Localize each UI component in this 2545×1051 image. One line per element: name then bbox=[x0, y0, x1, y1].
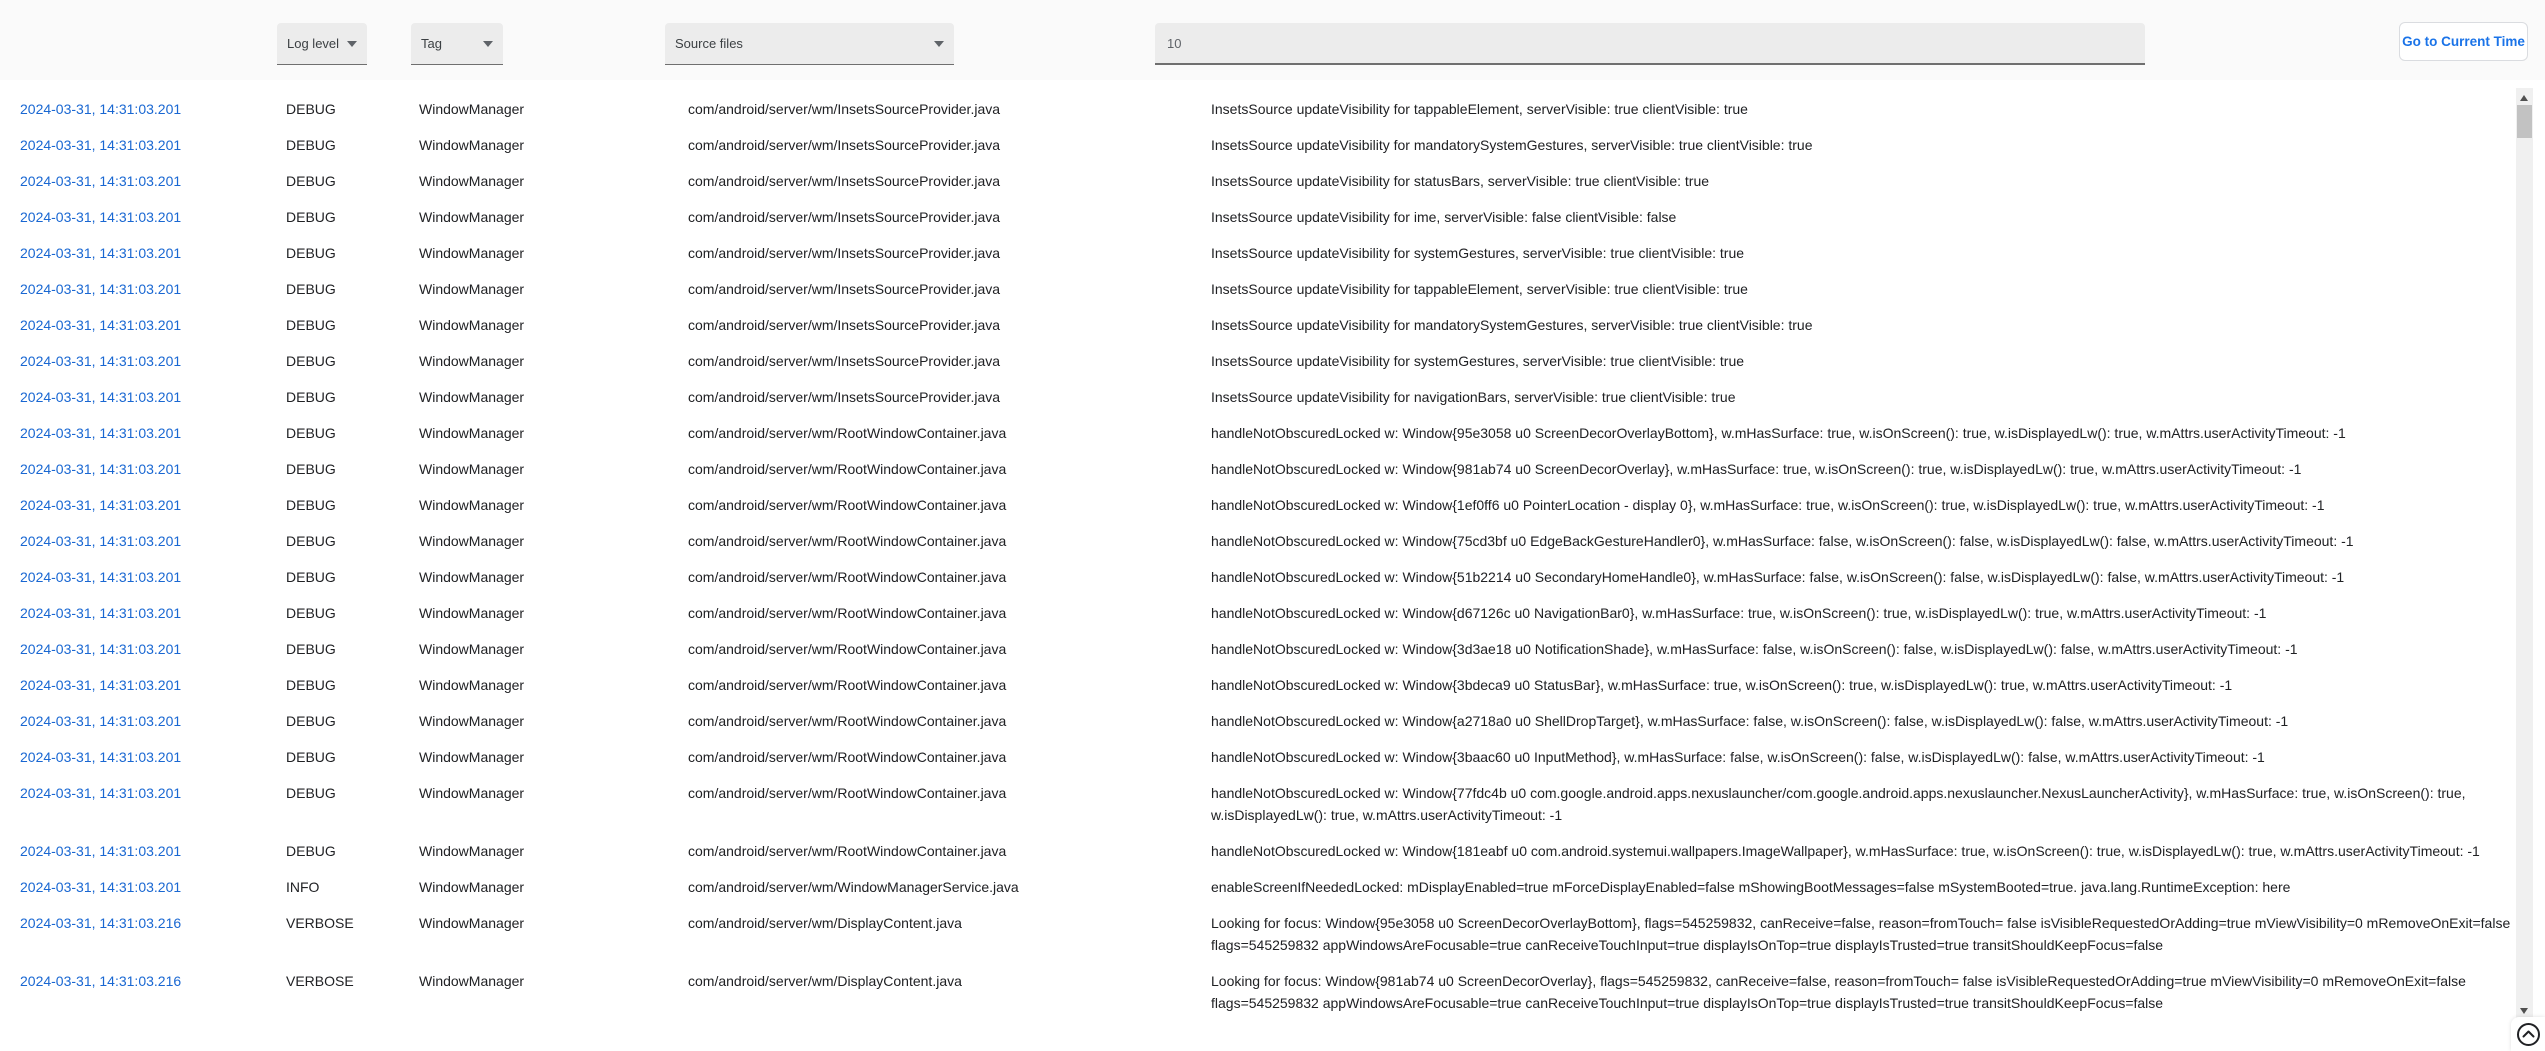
log-source-file-cell: com/android/server/wm/RootWindowContainer.java bbox=[688, 569, 1007, 585]
log-timestamp-link[interactable]: 2024-03-31, 14:31:03.201 bbox=[20, 879, 182, 895]
log-tag-cell: WindowManager bbox=[419, 569, 525, 585]
log-tag-cell: WindowManager bbox=[419, 461, 525, 477]
log-row[interactable] bbox=[0, 869, 2529, 905]
log-source-file-cell: com/android/server/wm/DisplayContent.java bbox=[688, 915, 962, 931]
log-source-file-cell: com/android/server/wm/InsetsSourceProvider.java bbox=[688, 281, 1001, 297]
log-message-cell: InsetsSource updateVisibility for navigationBars, serverVisible: true clientVisible: true bbox=[1211, 389, 1736, 405]
log-message-cell: handleNotObscuredLocked w: Window{3baac60 u0 InputMethod}, w.mHasSurface: false, w.isOnScreen(): false, w.isDisplayedLw(): false, w.mAttrs.userActivityTimeout: -1 bbox=[1211, 749, 2265, 765]
log-tag-cell: WindowManager bbox=[419, 713, 525, 729]
log-source-file-cell: com/android/server/wm/InsetsSourceProvider.java bbox=[688, 317, 1001, 333]
log-source-file-cell: com/android/server/wm/InsetsSourceProvider.java bbox=[688, 173, 1001, 189]
log-tag-cell: WindowManager bbox=[419, 353, 525, 369]
log-message-cell: InsetsSource updateVisibility for tappableElement, serverVisible: true clientVisible: true bbox=[1211, 101, 1748, 117]
log-message-cell: handleNotObscuredLocked w: Window{a2718a0 u0 ShellDropTarget}, w.mHasSurface: false, w.isOnScreen(): false, w.isDisplayedLw(): false, w.mAttrs.userActivityTimeout: -1 bbox=[1211, 713, 2289, 729]
log-message-cell: InsetsSource updateVisibility for systemGestures, serverVisible: true clientVisible: true bbox=[1211, 353, 1745, 369]
log-timestamp-link[interactable]: 2024-03-31, 14:31:03.201 bbox=[20, 317, 182, 333]
chevron-down-icon bbox=[347, 41, 357, 47]
scrollbar-up-icon[interactable] bbox=[2520, 95, 2528, 101]
log-message-cell: handleNotObscuredLocked w: Window{75cd3bf u0 EdgeBackGestureHandler0}, w.mHasSurface: false, w.isOnScreen(): false, w.isDisplayedLw(): false, w.mAttrs.userActivityTimeout: -1 bbox=[1211, 533, 2354, 549]
log-message-cell: handleNotObscuredLocked w: Window{181eabf u0 com.android.systemui.wallpapers.ImageWallpaper}, w.mHasSurface: true, w.isOnScreen(): true, w.isDisplayedLw(): true, w.mAttrs.userActivityTimeout: -1 bbox=[1211, 843, 2480, 859]
log-level-cell: DEBUG bbox=[286, 425, 336, 441]
log-row[interactable] bbox=[0, 559, 2529, 595]
log-tag-cell: WindowManager bbox=[419, 245, 525, 261]
scroll-to-top-button[interactable] bbox=[2511, 1017, 2545, 1051]
log-row[interactable] bbox=[0, 667, 2529, 703]
log-message-cell: InsetsSource updateVisibility for ime, serverVisible: false clientVisible: false bbox=[1211, 209, 1677, 225]
log-source-file-cell: com/android/server/wm/RootWindowContainer.java bbox=[688, 785, 1007, 801]
log-level-cell: DEBUG bbox=[286, 281, 336, 297]
log-row[interactable] bbox=[0, 199, 2529, 235]
filters-toolbar bbox=[0, 0, 2545, 80]
log-tag-cell: WindowManager bbox=[419, 173, 525, 189]
log-message-cell: handleNotObscuredLocked w: Window{3d3ae18 u0 NotificationShade}, w.mHasSurface: false, w.isOnScreen(): false, w.isDisplayedLw(): false, w.mAttrs.userActivityTimeout: -1 bbox=[1211, 641, 2298, 657]
log-level-cell: DEBUG bbox=[286, 245, 336, 261]
log-tag-cell: WindowManager bbox=[419, 785, 525, 801]
log-timestamp-link[interactable]: 2024-03-31, 14:31:03.201 bbox=[20, 843, 182, 859]
log-timestamp-link[interactable]: 2024-03-31, 14:31:03.201 bbox=[20, 137, 182, 153]
log-level-cell: DEBUG bbox=[286, 785, 336, 801]
log-tag-cell: WindowManager bbox=[419, 497, 525, 513]
log-message-cell: InsetsSource updateVisibility for tappableElement, serverVisible: true clientVisible: true bbox=[1211, 281, 1748, 297]
log-level-cell: INFO bbox=[286, 879, 320, 895]
log-tag-cell: WindowManager bbox=[419, 425, 525, 441]
log-level-cell: DEBUG bbox=[286, 137, 336, 153]
log-level-cell: DEBUG bbox=[286, 353, 336, 369]
log-row[interactable] bbox=[0, 307, 2529, 343]
log-timestamp-link[interactable]: 2024-03-31, 14:31:03.201 bbox=[20, 461, 182, 477]
log-tag-cell: WindowManager bbox=[419, 533, 525, 549]
log-row[interactable] bbox=[0, 739, 2529, 775]
go-to-current-time-button[interactable]: Go to Current Time bbox=[2399, 22, 2528, 61]
log-level-cell: DEBUG bbox=[286, 843, 336, 859]
log-row[interactable] bbox=[0, 905, 2529, 963]
log-level-cell: DEBUG bbox=[286, 173, 336, 189]
log-row[interactable] bbox=[0, 271, 2529, 307]
log-source-file-cell: com/android/server/wm/RootWindowContainer.java bbox=[688, 605, 1007, 621]
source-files-select[interactable] bbox=[665, 23, 954, 65]
log-message-cell: Looking for focus: Window{95e3058 u0 ScreenDecorOverlayBottom}, flags=545259832, canReceive=false, reason=fromTouch= false isVisibleRequestedOrAdding=true mViewVisibility=0 mRemoveOnExit=false flags=545259832 appWindowsAreFocusable=true canReceiveTouchInput=true displayIsOnTop=true displayIsTrusted=true transitShouldKeepFocus=false bbox=[1211, 915, 2511, 953]
tag-select-label: Tag bbox=[421, 36, 442, 51]
log-level-cell: DEBUG bbox=[286, 713, 336, 729]
log-row[interactable] bbox=[0, 487, 2529, 523]
log-timestamp-link[interactable]: 2024-03-31, 14:31:03.201 bbox=[20, 389, 182, 405]
log-level-cell: DEBUG bbox=[286, 317, 336, 333]
log-timestamp-link[interactable]: 2024-03-31, 14:31:03.201 bbox=[20, 353, 182, 369]
log-level-cell: DEBUG bbox=[286, 677, 336, 693]
log-timestamp-link[interactable]: 2024-03-31, 14:31:03.201 bbox=[20, 281, 182, 297]
log-row[interactable] bbox=[0, 415, 2529, 451]
log-tag-cell: WindowManager bbox=[419, 641, 525, 657]
log-tag-cell: WindowManager bbox=[419, 973, 525, 989]
log-source-file-cell: com/android/server/wm/RootWindowContainer.java bbox=[688, 843, 1007, 859]
log-source-file-cell: com/android/server/wm/RootWindowContainer.java bbox=[688, 533, 1007, 549]
log-row[interactable] bbox=[0, 235, 2529, 271]
log-timestamp-link[interactable]: 2024-03-31, 14:31:03.201 bbox=[20, 173, 182, 189]
log-tag-cell: WindowManager bbox=[419, 317, 525, 333]
log-level-select-label: Log level bbox=[287, 36, 340, 51]
log-message-cell: handleNotObscuredLocked w: Window{51b2214 u0 SecondaryHomeHandle0}, w.mHasSurface: false, w.isOnScreen(): false, w.isDisplayedLw(): false, w.mAttrs.userActivityTimeout: -1 bbox=[1211, 569, 2345, 585]
log-tag-cell: WindowManager bbox=[419, 879, 525, 895]
scrollbar-down-icon[interactable] bbox=[2520, 1008, 2528, 1014]
log-timestamp-link[interactable]: 2024-03-31, 14:31:03.201 bbox=[20, 569, 182, 585]
log-tag-cell: WindowManager bbox=[419, 677, 525, 693]
log-level-cell: VERBOSE bbox=[286, 915, 354, 931]
log-timestamp-link[interactable]: 2024-03-31, 14:31:03.201 bbox=[20, 713, 182, 729]
log-tag-cell: WindowManager bbox=[419, 281, 525, 297]
log-tag-cell: WindowManager bbox=[419, 605, 525, 621]
log-message-cell: handleNotObscuredLocked w: Window{95e3058 u0 ScreenDecorOverlayBottom}, w.mHasSurface: true, w.isOnScreen(): true, w.isDisplayedLw(): true, w.mAttrs.userActivityTimeout: -1 bbox=[1211, 425, 2346, 441]
log-source-file-cell: com/android/server/wm/RootWindowContainer.java bbox=[688, 749, 1007, 765]
log-timestamp-link[interactable]: 2024-03-31, 14:31:03.201 bbox=[20, 641, 182, 657]
log-row[interactable] bbox=[0, 523, 2529, 559]
log-source-file-cell: com/android/server/wm/WindowManagerService.java bbox=[688, 879, 1019, 895]
log-tag-cell: WindowManager bbox=[419, 101, 525, 117]
log-timestamp-link[interactable]: 2024-03-31, 14:31:03.201 bbox=[20, 677, 182, 693]
log-tag-cell: WindowManager bbox=[419, 843, 525, 859]
log-tag-cell: WindowManager bbox=[419, 389, 525, 405]
log-source-file-cell: com/android/server/wm/InsetsSourceProvider.java bbox=[688, 389, 1001, 405]
log-level-cell: VERBOSE bbox=[286, 973, 354, 989]
log-source-file-cell: com/android/server/wm/InsetsSourceProvider.java bbox=[688, 137, 1001, 153]
log-level-select[interactable] bbox=[277, 23, 367, 65]
log-message-cell: InsetsSource updateVisibility for statusBars, serverVisible: true clientVisible: true bbox=[1211, 173, 1710, 189]
log-list bbox=[0, 80, 2529, 1021]
log-row[interactable] bbox=[0, 451, 2529, 487]
log-timestamp-link[interactable]: 2024-03-31, 14:31:03.201 bbox=[20, 533, 182, 549]
log-level-cell: DEBUG bbox=[286, 605, 336, 621]
log-message-cell: Looking for focus: Window{981ab74 u0 ScreenDecorOverlay}, flags=545259832, canReceive=false, reason=fromTouch= false isVisibleRequestedOrAdding=true mViewVisibility=0 mRemoveOnExit=false flags=545259832 appWindowsAreFocusable=true canReceiveTouchInput=true displayIsOnTop=true displayIsTrusted=true transitShouldKeepFocus=false bbox=[1211, 973, 2466, 1011]
log-row[interactable] bbox=[0, 127, 2529, 163]
log-level-cell: DEBUG bbox=[286, 569, 336, 585]
log-timestamp-link[interactable]: 2024-03-31, 14:31:03.201 bbox=[20, 497, 182, 513]
log-row[interactable] bbox=[0, 91, 2529, 127]
source-files-select-label: Source files bbox=[675, 36, 743, 51]
log-row[interactable] bbox=[0, 963, 2529, 1021]
log-source-file-cell: com/android/server/wm/InsetsSourceProvider.java bbox=[688, 209, 1001, 225]
log-message-cell: InsetsSource updateVisibility for mandatorySystemGestures, serverVisible: true clientVisible: true bbox=[1211, 317, 1813, 333]
scrollbar-thumb[interactable] bbox=[2517, 105, 2532, 138]
log-row[interactable] bbox=[0, 833, 2529, 869]
log-timestamp-link[interactable]: 2024-03-31, 14:31:03.201 bbox=[20, 245, 182, 261]
log-level-cell: DEBUG bbox=[286, 533, 336, 549]
log-source-file-cell: com/android/server/wm/RootWindowContainer.java bbox=[688, 677, 1007, 693]
log-timestamp-link[interactable]: 2024-03-31, 14:31:03.201 bbox=[20, 209, 182, 225]
log-message-cell: handleNotObscuredLocked w: Window{3bdeca9 u0 StatusBar}, w.mHasSurface: true, w.isOnScreen(): true, w.isDisplayedLw(): true, w.mAttrs.userActivityTimeout: -1 bbox=[1211, 677, 2233, 693]
log-row[interactable] bbox=[0, 163, 2529, 199]
log-tag-cell: WindowManager bbox=[419, 915, 525, 931]
log-message-cell: handleNotObscuredLocked w: Window{77fdc4b u0 com.google.android.apps.nexuslauncher/com.google.android.apps.nexuslauncher.NexusLauncherActivity}, w.mHasSurface: true, w.isOnScreen(): true, w.isDisplayedLw(): true, w.mAttrs.userActivityTimeout: -1 bbox=[1211, 785, 2466, 823]
log-row[interactable] bbox=[0, 631, 2529, 667]
log-timestamp-link[interactable]: 2024-03-31, 14:31:03.216 bbox=[20, 973, 182, 989]
log-timestamp-link[interactable]: 2024-03-31, 14:31:03.201 bbox=[20, 425, 182, 441]
search-text-input[interactable] bbox=[1155, 23, 2145, 65]
log-row[interactable] bbox=[0, 343, 2529, 379]
log-row[interactable] bbox=[0, 775, 2529, 833]
log-source-file-cell: com/android/server/wm/RootWindowContainer.java bbox=[688, 425, 1007, 441]
log-timestamp-link[interactable]: 2024-03-31, 14:31:03.201 bbox=[20, 101, 182, 117]
log-timestamp-link[interactable]: 2024-03-31, 14:31:03.201 bbox=[20, 785, 182, 801]
log-message-cell: handleNotObscuredLocked w: Window{d67126c u0 NavigationBar0}, w.mHasSurface: true, w.isOnScreen(): true, w.isDisplayedLw(): true, w.mAttrs.userActivityTimeout: -1 bbox=[1211, 605, 2267, 621]
log-timestamp-link[interactable]: 2024-03-31, 14:31:03.201 bbox=[20, 749, 182, 765]
log-source-file-cell: com/android/server/wm/RootWindowContainer.java bbox=[688, 497, 1007, 513]
log-source-file-cell: com/android/server/wm/RootWindowContainer.java bbox=[688, 461, 1007, 477]
log-tag-cell: WindowManager bbox=[419, 137, 525, 153]
log-source-file-cell: com/android/server/wm/InsetsSourceProvider.java bbox=[688, 245, 1001, 261]
log-level-cell: DEBUG bbox=[286, 389, 336, 405]
vertical-scrollbar[interactable] bbox=[2516, 88, 2533, 1051]
log-message-cell: handleNotObscuredLocked w: Window{1ef0ff6 u0 PointerLocation - display 0}, w.mHasSurface: true, w.isOnScreen(): true, w.isDisplayedLw(): true, w.mAttrs.userActivityTimeout: -1 bbox=[1211, 497, 2325, 513]
log-source-file-cell: com/android/server/wm/RootWindowContainer.java bbox=[688, 713, 1007, 729]
log-row[interactable] bbox=[0, 703, 2529, 739]
log-message-cell: InsetsSource updateVisibility for mandatorySystemGestures, serverVisible: true clientVisible: true bbox=[1211, 137, 1813, 153]
log-message-cell: handleNotObscuredLocked w: Window{981ab74 u0 ScreenDecorOverlay}, w.mHasSurface: true, w.isOnScreen(): true, w.isDisplayedLw(): true, w.mAttrs.userActivityTimeout: -1 bbox=[1211, 461, 2302, 477]
log-message-cell: InsetsSource updateVisibility for systemGestures, serverVisible: true clientVisible: true bbox=[1211, 245, 1745, 261]
log-source-file-cell: com/android/server/wm/RootWindowContainer.java bbox=[688, 641, 1007, 657]
log-level-cell: DEBUG bbox=[286, 209, 336, 225]
chevron-down-icon bbox=[483, 41, 493, 47]
log-row[interactable] bbox=[0, 379, 2529, 415]
log-source-file-cell: com/android/server/wm/InsetsSourceProvider.java bbox=[688, 353, 1001, 369]
log-row[interactable] bbox=[0, 595, 2529, 631]
log-tag-cell: WindowManager bbox=[419, 749, 525, 765]
circled-chevron-up-icon bbox=[2516, 1022, 2541, 1047]
log-level-cell: DEBUG bbox=[286, 101, 336, 117]
log-message-cell: enableScreenIfNeededLocked: mDisplayEnabled=true mForceDisplayEnabled=false mShowingBootMessages=false mSystemBooted=true. java.lang.RuntimeException: here bbox=[1211, 879, 2291, 895]
log-level-cell: DEBUG bbox=[286, 641, 336, 657]
tag-select[interactable] bbox=[411, 23, 503, 65]
log-timestamp-link[interactable]: 2024-03-31, 14:31:03.201 bbox=[20, 605, 182, 621]
log-tag-cell: WindowManager bbox=[419, 209, 525, 225]
log-level-cell: DEBUG bbox=[286, 497, 336, 513]
chevron-down-icon bbox=[934, 41, 944, 47]
log-source-file-cell: com/android/server/wm/DisplayContent.java bbox=[688, 973, 962, 989]
log-source-file-cell: com/android/server/wm/InsetsSourceProvider.java bbox=[688, 101, 1001, 117]
log-timestamp-link[interactable]: 2024-03-31, 14:31:03.216 bbox=[20, 915, 182, 931]
log-level-cell: DEBUG bbox=[286, 749, 336, 765]
log-level-cell: DEBUG bbox=[286, 461, 336, 477]
